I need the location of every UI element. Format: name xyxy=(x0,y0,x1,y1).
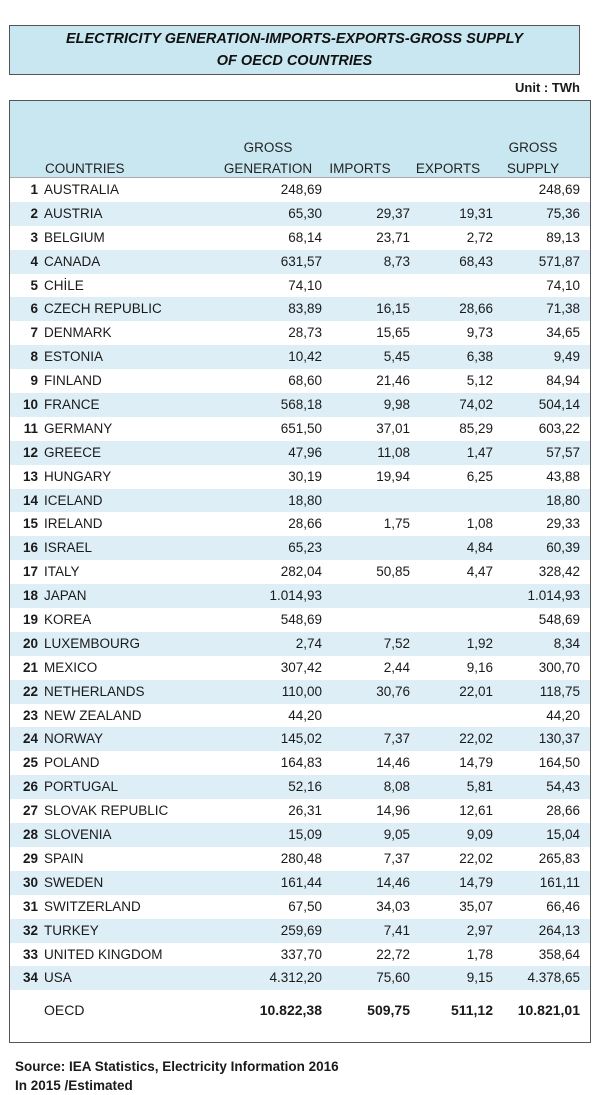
table-row xyxy=(10,226,590,250)
total-label: OECD xyxy=(44,1002,85,1018)
imports-cell: 9,05 xyxy=(383,827,410,843)
gross-generation-cell: 337,70 xyxy=(280,946,322,962)
table-row xyxy=(10,465,590,489)
table-row xyxy=(10,417,590,441)
country-name: POLAND xyxy=(44,755,100,771)
table-row xyxy=(10,321,590,345)
country-name: KOREA xyxy=(44,612,92,628)
row-number: 25 xyxy=(22,755,38,771)
imports-cell: 7,41 xyxy=(383,922,410,938)
exports-cell: 1,92 xyxy=(466,635,493,651)
header-gross-supply-line1: GROSS xyxy=(508,140,558,155)
gross-generation-cell: 110,00 xyxy=(281,683,322,699)
country-name: NETHERLANDS xyxy=(44,683,145,699)
country-name: CHİLE xyxy=(44,277,84,293)
imports-cell: 14,46 xyxy=(376,874,410,890)
gross-generation-cell: 47,96 xyxy=(288,444,322,460)
row-number: 12 xyxy=(22,444,38,460)
exports-cell: 22,02 xyxy=(459,850,493,866)
gross-generation-cell: 18,80 xyxy=(288,492,322,508)
country-name: SWEDEN xyxy=(44,874,104,890)
imports-cell: 8,73 xyxy=(383,253,410,269)
gross-generation-cell: 30,19 xyxy=(288,468,322,484)
country-name: ESTONIA xyxy=(44,349,104,365)
table-row xyxy=(10,943,590,967)
table-row xyxy=(10,823,590,847)
row-number: 4 xyxy=(30,253,38,269)
row-number: 29 xyxy=(22,850,38,866)
gross-generation-cell: 83,89 xyxy=(288,301,322,317)
row-number: 13 xyxy=(22,468,38,484)
gross-supply-cell: 603,22 xyxy=(538,420,580,436)
gross-generation-cell: 248,69 xyxy=(280,182,322,197)
exports-cell: 1,08 xyxy=(466,516,493,532)
gross-supply-cell: 571,87 xyxy=(538,253,580,269)
country-name: DENMARK xyxy=(44,325,112,341)
gross-supply-cell: 248,69 xyxy=(538,182,580,197)
imports-cell: 7,37 xyxy=(383,850,410,866)
exports-cell: 74,02 xyxy=(459,397,493,413)
header-gross-supply xyxy=(498,137,568,179)
exports-cell: 9,15 xyxy=(466,970,493,986)
country-name: JAPAN xyxy=(44,588,87,604)
country-name: PORTUGAL xyxy=(44,779,119,795)
gross-supply-cell: 71,38 xyxy=(546,301,580,317)
gross-generation-cell: 307,42 xyxy=(280,659,322,675)
gross-supply-cell: 15,04 xyxy=(546,827,580,843)
exports-cell: 9,16 xyxy=(466,659,493,675)
row-number: 11 xyxy=(23,420,38,436)
table-row xyxy=(10,680,590,704)
country-name: AUSTRIA xyxy=(44,205,103,221)
row-number: 16 xyxy=(22,540,38,556)
country-name: SLOVENIA xyxy=(44,827,112,843)
table-row xyxy=(10,871,590,895)
imports-cell: 37,01 xyxy=(376,420,410,436)
table-row xyxy=(10,536,590,560)
exports-cell: 5,81 xyxy=(466,779,493,795)
gross-supply-cell: 74,10 xyxy=(546,277,580,293)
table-header xyxy=(10,101,590,178)
country-name: FRANCE xyxy=(44,397,100,413)
table-row xyxy=(10,656,590,680)
exports-cell: 28,66 xyxy=(459,301,493,317)
row-number: 24 xyxy=(22,731,38,747)
gross-generation-cell: 161,44 xyxy=(280,874,322,890)
exports-cell: 9,09 xyxy=(466,827,493,843)
row-number: 2 xyxy=(30,205,38,221)
country-name: ICELAND xyxy=(44,492,103,508)
row-number: 14 xyxy=(22,492,38,508)
table-body xyxy=(10,178,590,990)
imports-cell: 14,96 xyxy=(376,803,410,819)
imports-cell: 23,71 xyxy=(376,229,410,245)
imports-cell: 16,15 xyxy=(376,301,410,317)
row-number: 3 xyxy=(30,229,38,245)
gross-generation-cell: 568,18 xyxy=(280,397,322,413)
imports-cell: 9,98 xyxy=(383,397,410,413)
country-name: SLOVAK REPUBLIC xyxy=(44,803,169,819)
gross-supply-cell: 89,13 xyxy=(546,229,580,245)
row-number: 33 xyxy=(22,946,38,962)
row-number: 17 xyxy=(22,564,38,580)
gross-generation-cell: 68,14 xyxy=(288,229,322,245)
gross-generation-cell: 282,04 xyxy=(280,564,322,580)
imports-cell: 14,46 xyxy=(376,755,410,771)
country-name: GERMANY xyxy=(44,420,113,436)
country-name: IRELAND xyxy=(44,516,103,532)
table-row xyxy=(10,847,590,871)
row-number: 27 xyxy=(22,803,38,819)
table-row xyxy=(10,202,590,226)
row-number: 15 xyxy=(22,516,38,532)
exports-cell: 12,61 xyxy=(459,803,493,819)
exports-cell: 6,25 xyxy=(466,468,493,484)
imports-cell: 5,45 xyxy=(383,349,410,365)
table-row xyxy=(10,297,590,321)
imports-cell: 75,60 xyxy=(376,970,410,986)
row-number: 32 xyxy=(22,922,38,938)
gross-generation-cell: 280,48 xyxy=(280,850,322,866)
gross-generation-cell: 1.014,93 xyxy=(269,588,322,604)
table-row xyxy=(10,775,590,799)
imports-cell: 34,03 xyxy=(376,898,410,914)
exports-cell: 5,12 xyxy=(466,373,493,389)
table-row xyxy=(10,966,590,990)
gross-generation-cell: 164,83 xyxy=(280,755,322,771)
country-name: CANADA xyxy=(44,253,101,269)
row-number: 23 xyxy=(22,707,38,723)
imports-cell: 15,65 xyxy=(376,325,410,341)
gross-supply-cell: 118,75 xyxy=(539,683,580,699)
table-row xyxy=(10,441,590,465)
exports-cell: 1,47 xyxy=(466,444,493,460)
country-name: LUXEMBOURG xyxy=(44,635,141,651)
total-imports: 509,75 xyxy=(367,1002,410,1018)
gross-generation-cell: 259,69 xyxy=(280,922,322,938)
gross-supply-cell: 548,69 xyxy=(538,612,580,628)
gross-generation-cell: 10,42 xyxy=(288,349,322,365)
gross-supply-cell: 300,70 xyxy=(538,659,580,675)
gross-supply-cell: 358,64 xyxy=(538,946,580,962)
row-number: 9 xyxy=(30,373,38,389)
table-row xyxy=(10,393,590,417)
gross-supply-cell: 164,50 xyxy=(538,755,580,771)
header-gross-supply-line2: SUPPLY xyxy=(506,161,560,176)
imports-cell: 2,44 xyxy=(383,659,410,675)
table-row xyxy=(10,608,590,632)
footer-notes xyxy=(15,1057,339,1095)
gross-supply-cell: 130,37 xyxy=(538,731,580,747)
gross-supply-cell: 75,36 xyxy=(546,205,580,221)
gross-supply-cell: 18,80 xyxy=(546,492,580,508)
country-name: BELGIUM xyxy=(44,229,105,245)
table-row xyxy=(10,799,590,823)
gross-generation-cell: 631,57 xyxy=(280,253,322,269)
gross-supply-cell: 84,94 xyxy=(546,373,580,389)
country-name: NEW ZEALAND xyxy=(44,707,142,723)
gross-generation-cell: 145,02 xyxy=(280,731,322,747)
exports-cell: 68,43 xyxy=(459,253,493,269)
country-name: SWITZERLAND xyxy=(44,898,141,914)
country-name: TURKEY xyxy=(44,922,99,938)
gross-generation-cell: 67,50 xyxy=(288,898,322,914)
imports-cell: 30,76 xyxy=(376,683,410,699)
gross-generation-cell: 651,50 xyxy=(280,420,322,436)
exports-cell: 35,07 xyxy=(459,898,493,914)
gross-generation-cell: 2,74 xyxy=(295,635,322,651)
country-name: NORWAY xyxy=(44,731,104,747)
row-number: 6 xyxy=(30,301,38,317)
country-name: SPAIN xyxy=(44,850,84,866)
exports-cell: 22,02 xyxy=(459,731,493,747)
row-number: 28 xyxy=(22,827,38,843)
table-row xyxy=(10,512,590,536)
row-number: 30 xyxy=(22,874,38,890)
row-number: 20 xyxy=(22,635,38,651)
row-number: 5 xyxy=(30,277,38,293)
country-name: CZECH REPUBLIC xyxy=(44,301,162,317)
gross-supply-cell: 265,83 xyxy=(538,850,580,866)
imports-cell: 1,75 xyxy=(383,516,410,532)
imports-cell: 29,37 xyxy=(376,205,410,221)
gross-generation-cell: 548,69 xyxy=(280,612,322,628)
table-row xyxy=(10,632,590,656)
gross-supply-cell: 34,65 xyxy=(546,325,580,341)
gross-generation-cell: 15,09 xyxy=(288,827,322,843)
table-row xyxy=(10,919,590,943)
exports-cell: 14,79 xyxy=(459,755,493,771)
gross-supply-cell: 60,39 xyxy=(546,540,580,556)
table-row xyxy=(10,345,590,369)
table-row xyxy=(10,560,590,584)
row-number: 19 xyxy=(22,612,38,628)
exports-cell: 4,47 xyxy=(466,564,493,580)
country-name: FINLAND xyxy=(44,373,102,389)
gross-generation-cell: 28,73 xyxy=(288,325,322,341)
imports-cell: 21,46 xyxy=(376,373,410,389)
table-row xyxy=(10,489,590,513)
gross-supply-cell: 9,49 xyxy=(553,349,580,365)
country-name: HUNGARY xyxy=(44,468,112,484)
data-table xyxy=(9,100,591,1043)
imports-cell: 22,72 xyxy=(376,946,410,962)
country-name: ISRAEL xyxy=(44,540,93,556)
exports-cell: 4,84 xyxy=(466,540,493,556)
exports-cell: 14,79 xyxy=(459,874,493,890)
gross-generation-cell: 4.312,20 xyxy=(269,970,322,986)
country-name: GREECE xyxy=(44,444,102,460)
exports-cell: 9,73 xyxy=(466,325,493,341)
imports-cell: 11,08 xyxy=(377,444,410,460)
table-title xyxy=(9,25,580,75)
gross-supply-cell: 161,11 xyxy=(539,874,580,890)
row-number: 18 xyxy=(22,588,38,604)
gross-supply-cell: 4.378,65 xyxy=(527,970,580,986)
table-row xyxy=(10,369,590,393)
exports-cell: 2,97 xyxy=(466,922,493,938)
header-gross-generation xyxy=(215,137,321,179)
gross-supply-cell: 1.014,93 xyxy=(527,588,580,604)
row-number: 7 xyxy=(30,325,38,341)
header-countries: COUNTRIES xyxy=(45,161,125,176)
row-number: 10 xyxy=(22,397,38,413)
exports-cell: 6,38 xyxy=(466,349,493,365)
row-number: 1 xyxy=(30,182,38,197)
gross-supply-cell: 328,42 xyxy=(538,564,580,580)
header-exports: EXPORTS xyxy=(415,161,481,176)
row-number: 26 xyxy=(22,779,38,795)
table-row xyxy=(10,274,590,298)
country-name: MEXICO xyxy=(44,659,98,675)
total-row xyxy=(10,996,590,1026)
exports-cell: 1,78 xyxy=(466,946,493,962)
country-name: ITALY xyxy=(44,564,80,580)
gross-supply-cell: 57,57 xyxy=(546,444,580,460)
gross-generation-cell: 68,60 xyxy=(288,373,322,389)
country-name: USA xyxy=(44,970,72,986)
row-number: 21 xyxy=(22,659,38,675)
table-row xyxy=(10,704,590,728)
exports-cell: 85,29 xyxy=(459,420,493,436)
total-gross-generation: 10.822,38 xyxy=(259,1002,322,1018)
gross-supply-cell: 504,14 xyxy=(538,397,580,413)
country-name: AUSTRALIA xyxy=(44,182,120,197)
imports-cell: 7,37 xyxy=(383,731,410,747)
country-name: UNITED KINGDOM xyxy=(44,946,163,962)
gross-generation-cell: 65,30 xyxy=(288,205,322,221)
gross-generation-cell: 26,31 xyxy=(288,803,322,819)
header-imports: IMPORTS xyxy=(329,161,391,176)
exports-cell: 22,01 xyxy=(459,683,493,699)
gross-generation-cell: 65,23 xyxy=(288,540,322,556)
row-number: 22 xyxy=(22,683,38,699)
exports-cell: 2,72 xyxy=(466,229,493,245)
imports-cell: 7,52 xyxy=(383,635,410,651)
unit-label: Unit : TWh xyxy=(515,80,580,95)
gross-supply-cell: 29,33 xyxy=(546,516,580,532)
header-gross-generation-line2: GENERATION xyxy=(223,161,313,176)
gross-generation-cell: 28,66 xyxy=(288,516,322,532)
table-row xyxy=(10,584,590,608)
imports-cell: 50,85 xyxy=(376,564,410,580)
gross-generation-cell: 52,16 xyxy=(288,779,322,795)
row-number: 8 xyxy=(30,349,38,365)
title-line-2: OF OECD COUNTRIES xyxy=(216,53,373,69)
row-number: 34 xyxy=(22,970,38,986)
gross-supply-cell: 28,66 xyxy=(546,803,580,819)
table-row xyxy=(10,250,590,274)
table-row xyxy=(10,727,590,751)
source-note: Source: IEA Statistics, Electricity Information 2016 xyxy=(15,1059,339,1074)
table-row xyxy=(10,895,590,919)
gross-generation-cell: 74,10 xyxy=(288,277,322,293)
exports-cell: 19,31 xyxy=(459,205,493,221)
table-row xyxy=(10,178,590,202)
title-line-1: ELECTRICITY GENERATION-IMPORTS-EXPORTS-GROSS SUPPLY xyxy=(65,31,524,47)
gross-supply-cell: 264,13 xyxy=(538,922,580,938)
gross-supply-cell: 54,43 xyxy=(546,779,580,795)
gross-generation-cell: 44,20 xyxy=(288,707,322,723)
gross-supply-cell: 8,34 xyxy=(553,635,580,651)
row-number: 31 xyxy=(22,898,38,914)
gross-supply-cell: 44,20 xyxy=(546,707,580,723)
header-gross-generation-line1: GROSS xyxy=(243,140,293,155)
total-exports: 511,12 xyxy=(450,1002,493,1018)
imports-cell: 8,08 xyxy=(383,779,410,795)
total-gross-supply: 10.821,01 xyxy=(517,1002,580,1018)
estimate-note: In 2015 /Estimated xyxy=(15,1078,133,1093)
table-row xyxy=(10,751,590,775)
gross-supply-cell: 66,46 xyxy=(546,898,580,914)
imports-cell: 19,94 xyxy=(376,468,410,484)
gross-supply-cell: 43,88 xyxy=(546,468,580,484)
